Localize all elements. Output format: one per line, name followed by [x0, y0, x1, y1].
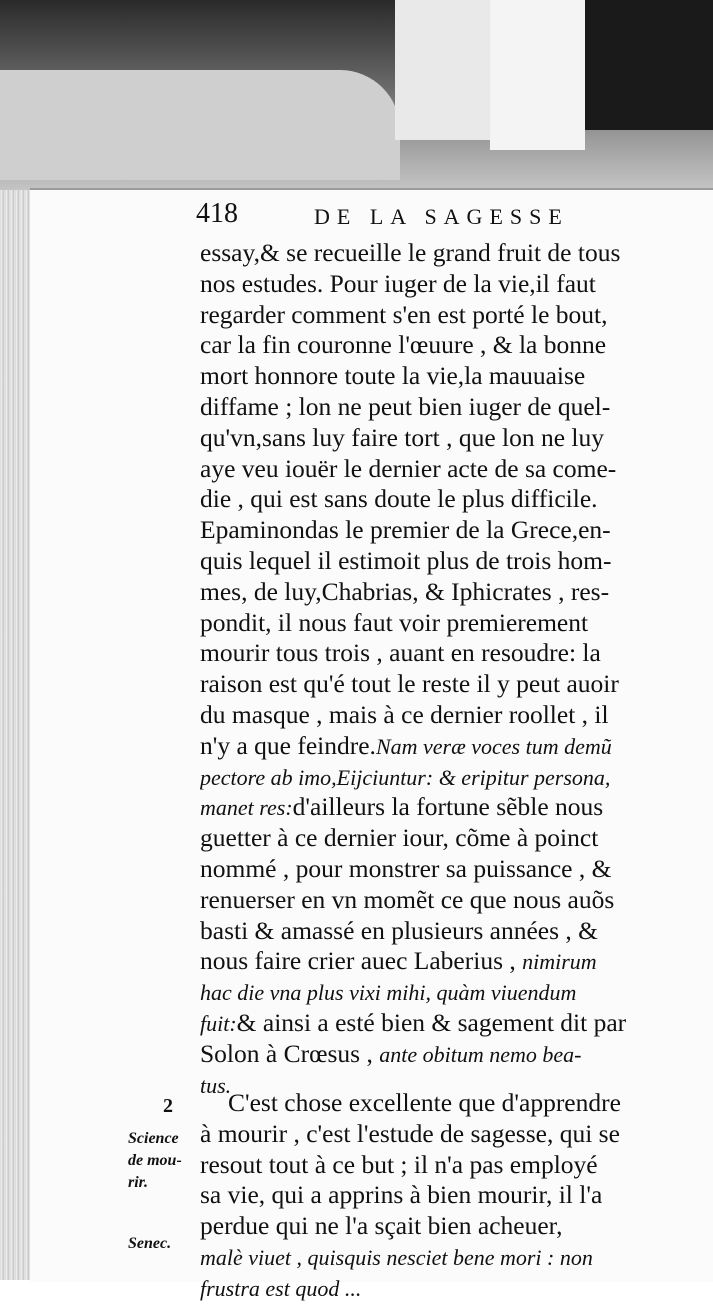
margin-note — [128, 1095, 198, 1252]
text-fragment: & ainsi a esté bien & sagement dit par — [236, 1007, 627, 1037]
text-fragment: n'y a que feindre. — [200, 730, 376, 760]
latin-quote: nimirum — [522, 949, 597, 975]
text-line: diffame ; lon ne peut bien iuger de quel- — [200, 391, 611, 421]
text-line: Epaminondas le premier de la Grece,en- — [200, 515, 611, 545]
background-object — [585, 0, 713, 130]
text-line: raison est qu'é tout le reste il y peut auoir — [200, 669, 619, 699]
text-line: resout tout à ce but ; il n'a pas employé — [200, 1149, 598, 1179]
text-line: C'est chose excellente que d'apprendre — [228, 1088, 621, 1117]
margin-note-line: Science — [128, 1130, 179, 1147]
second-paragraph — [200, 1088, 690, 1304]
latin-quote: manet res: — [200, 795, 293, 821]
margin-source: Senec. — [128, 1235, 172, 1252]
latin-quote: tus. — [200, 1072, 232, 1098]
latin-quote: fuit: — [200, 1010, 237, 1036]
text-line: nommé , pour monstrer sa puissance , & — [200, 853, 612, 883]
text-line — [200, 792, 690, 823]
running-header — [196, 198, 676, 234]
text-line — [200, 977, 690, 1008]
text-fragment: nous faire crier auec Laberius , — [200, 946, 516, 976]
latin-quote: hac die vna plus vixi mihi, quàm viuendum — [200, 980, 577, 1006]
background-shadow — [0, 70, 400, 180]
text-line — [200, 1273, 690, 1304]
text-line: renuerser en vn momẽt ce que nous auõs — [200, 884, 615, 914]
text-line: car la fin couronne l'œuure , & la bonne — [200, 330, 607, 360]
text-line: perdue qui ne l'a sçait bien acheuer, — [200, 1211, 563, 1241]
text-line: mes, de luy,Chabrias, & Iphicrates , res- — [200, 576, 610, 606]
text-line: sa vie, qui a apprins à bien mourir, il l'a — [200, 1180, 603, 1210]
text-line — [200, 731, 690, 762]
text-line: quis lequel il estimoit plus de trois hom- — [200, 545, 612, 575]
text-line: die , qui est sans doute le plus difficile. — [200, 484, 598, 514]
text-fragment: d'ailleurs la fortune sẽble nous — [292, 792, 604, 822]
text-line: pondit, il nous faut voir premierement — [200, 607, 589, 637]
text-line: à mourir , c'est l'estude de sagesse, qui se — [200, 1118, 620, 1148]
text-fragment: Solon à Crœsus , — [200, 1038, 373, 1068]
latin-quote: Nam veræ voces tum demũ — [375, 733, 612, 759]
text-line: aye veu iouër le dernier acte de sa come- — [200, 453, 617, 483]
page-number: 418 — [196, 198, 238, 229]
text-line: qu'vn,sans luy faire tort , que lon ne luy — [200, 422, 605, 452]
main-paragraph — [200, 238, 690, 1100]
text-line: regarder comment s'en est porté le bout, — [200, 299, 608, 329]
text-line: mourir tous trois , auant en resoudre: la — [200, 638, 601, 668]
margin-number: 2 — [163, 1095, 173, 1117]
text-line: du masque , mais à ce dernier roollet , il — [200, 699, 609, 729]
text-line — [200, 1242, 690, 1273]
running-title: DE LA SAGESSE — [314, 204, 569, 229]
text-line — [200, 946, 690, 977]
text-line: mort honnore toute la vie,la mauuaise — [200, 361, 586, 391]
text-line: guetter à ce dernier iour, cõme à poinct — [200, 823, 599, 853]
text-line — [200, 762, 690, 793]
latin-quote: malè viuet , quisquis nesciet bene mori : non — [200, 1244, 593, 1270]
text-line — [200, 1039, 690, 1070]
text-line — [200, 1008, 690, 1039]
background-object — [395, 0, 490, 140]
margin-note-line: de mou- — [128, 1152, 182, 1169]
margin-note-line: rir. — [128, 1174, 149, 1191]
photo-background — [0, 0, 713, 195]
latin-quote: frustra est quod ... — [200, 1275, 362, 1301]
latin-quote: ante obitum nemo bea- — [379, 1041, 582, 1067]
latin-quote: pectore ab imo,Eijciuntur: & eripitur persona, — [200, 764, 611, 790]
text-line: nos estudes. Pour iuger de la vie,il faut — [200, 268, 596, 298]
background-object — [490, 0, 585, 150]
text-line: basti & amassé en plusieurs années , & — [200, 915, 598, 945]
text-line: essay,& se recueille le grand fruit de tous — [200, 238, 621, 267]
